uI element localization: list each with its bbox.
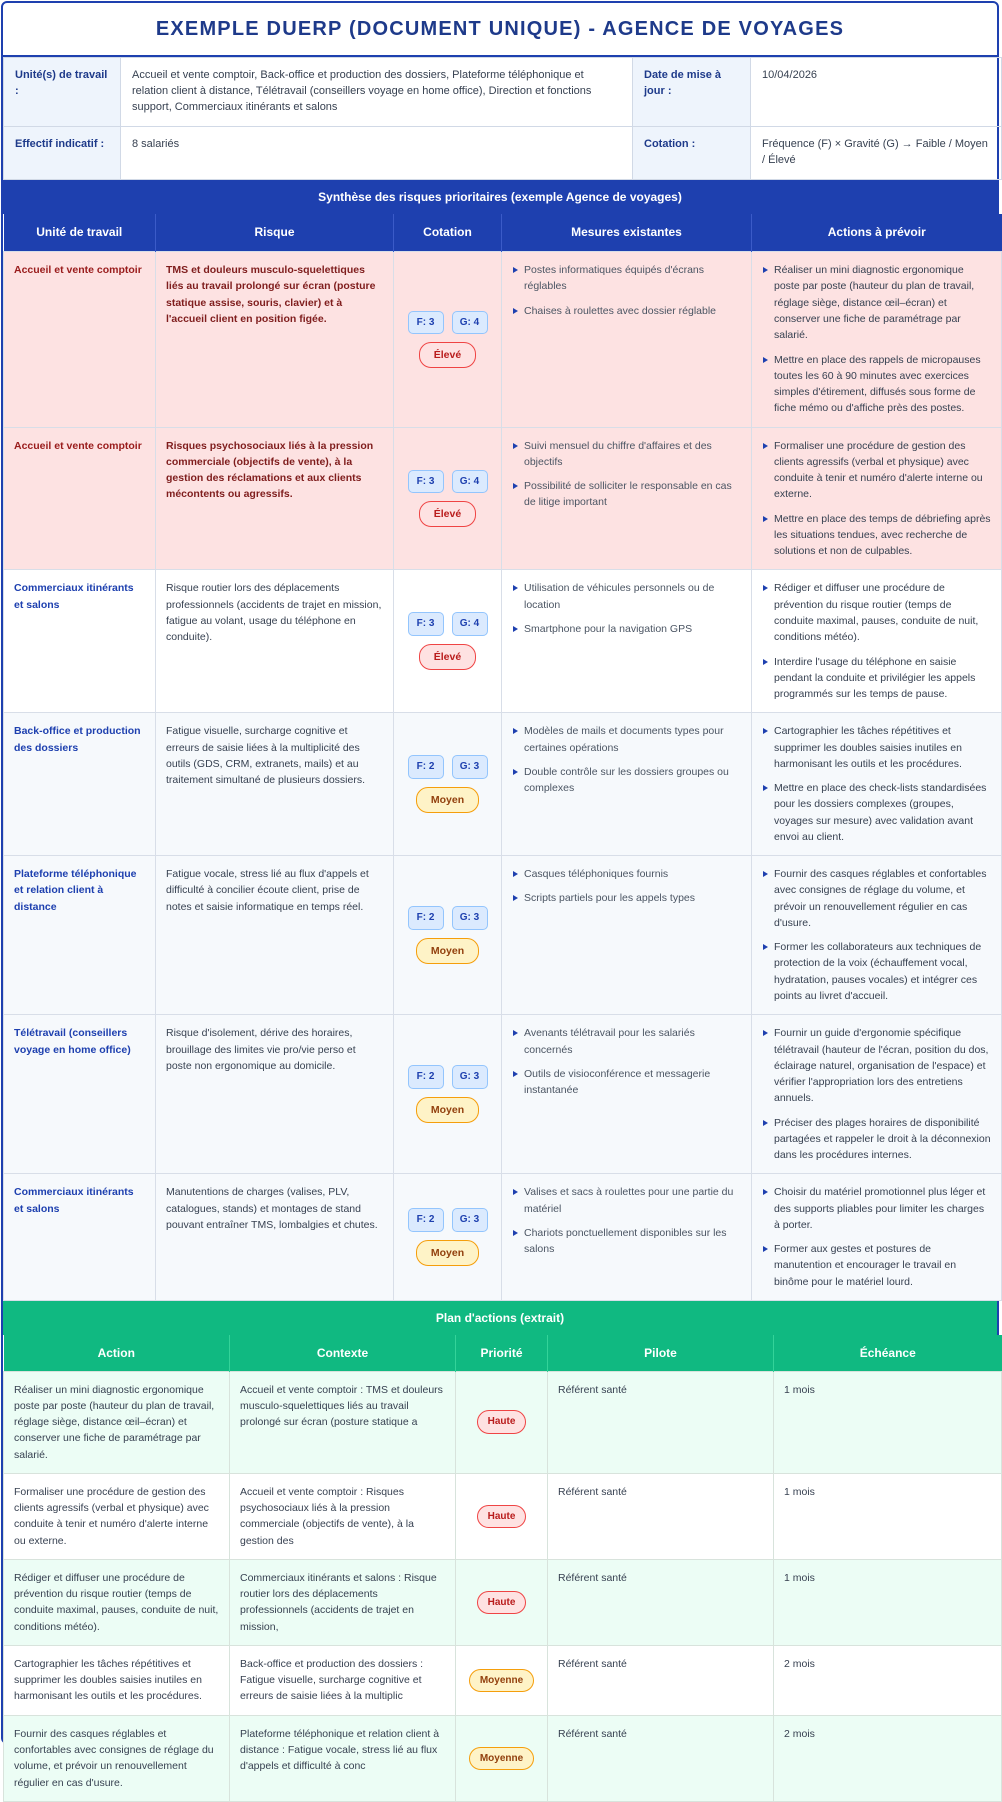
plan-row [4,1559,1002,1645]
plan-deadline: 2 mois [774,1645,1002,1715]
plan-deadline: 1 mois [774,1473,1002,1559]
planned-actions [752,856,1002,1015]
measure-item: Scripts partiels pour les appels types [512,890,741,906]
measure-item: Outils de visioconférence et messagerie instantanée [512,1066,741,1099]
risk-cotation [394,570,502,713]
action-item: Mettre en place des rappels de micropauses toutes les 60 à 90 minutes avec exercices simples d'étirement, diffusés sous forme de fiche mémo ou d'affiche près des postes. [762,352,991,417]
plan-action: Formaliser une procédure de gestion des clients agressifs (verbal et physique) avec conduite à tenir et numéro d'alerte interne ou externe. [4,1473,230,1559]
cotation-label: Cotation : [633,126,751,179]
plan-pilot: Référent santé [548,1645,774,1715]
measure-item: Possibilité de solliciter le responsable en cas de litige important [512,478,741,511]
measure-item: Valises et sacs à roulettes pour une partie du matériel [512,1184,741,1217]
risk-description: Fatigue vocale, stress lié au flux d'appels et difficulté à concilier écoute client, prise de notes et saisie informatique en temps réel. [156,856,394,1015]
action-item: Mettre en place des check-lists standardisées pour les dossiers complexes (groupes, voyages sur mesure) avec validation avant envoi au client. [762,780,991,845]
plan-deadline: 1 mois [774,1371,1002,1473]
existing-measures [502,1174,752,1301]
plan-row [4,1645,1002,1715]
risk-unit: Plateforme téléphonique et relation client à distance [4,856,156,1015]
header-cotation: Cotation [394,214,502,252]
gravity-badge: G: 4 [452,470,488,494]
header-actions: Actions à prévoir [752,214,1002,252]
gravity-badge: G: 4 [452,612,488,636]
gravity-badge: G: 3 [452,906,488,930]
plan-priority [456,1715,548,1801]
risk-description: Risque d'isolement, dérive des horaires, brouillage des limites vie pro/vie perso et poste non ergonomique au domicile. [156,1015,394,1174]
document-title: EXEMPLE DUERP (DOCUMENT UNIQUE) - AGENCE DE VOYAGES [3,3,997,57]
planned-actions [752,1015,1002,1174]
plan-action: Fournir des casques réglables et confortables avec consignes de réglage du volume, et prévoir un renouvellement régulier en cas d'usure. [4,1715,230,1801]
existing-measures [502,713,752,856]
risk-level-badge: Élevé [419,501,476,527]
risk-row [4,1174,1002,1301]
plan-priority [456,1371,548,1473]
plan-action: Réaliser un mini diagnostic ergonomique poste par poste (hauteur du plan de travail, réglage siège, distance œil–écran) et conserver une fiche de paramétrage par salarié. [4,1371,230,1473]
risk-unit: Commerciaux itinérants et salons [4,570,156,713]
risk-cotation [394,252,502,427]
plan-pilot: Référent santé [548,1715,774,1801]
existing-measures [502,1015,752,1174]
existing-measures [502,252,752,427]
risk-table [3,214,1002,1301]
header-risk: Risque [156,214,394,252]
action-item: Rédiger et diffuser une procédure de prévention du risque routier (temps de conduite maximal, pauses, conduite de nuit, conditions météo). [762,580,991,645]
frequency-badge: F: 2 [408,755,444,779]
gravity-badge: G: 4 [452,311,488,335]
header-priority: Priorité [456,1335,548,1371]
planned-actions [752,252,1002,427]
planned-actions [752,1174,1002,1301]
risk-cotation [394,713,502,856]
priority-badge: Moyenne [469,1747,534,1771]
plan-priority [456,1645,548,1715]
planned-actions [752,713,1002,856]
date-value: 10/04/2026 [751,58,1002,127]
risk-row [4,570,1002,713]
plan-row [4,1715,1002,1801]
header-context: Contexte [230,1335,456,1371]
plan-row [4,1371,1002,1473]
existing-measures [502,570,752,713]
plan-header-row [4,1335,1002,1371]
plan-context: Back-office et production des dossiers : Fatigue visuelle, surcharge cognitive et erreurs de saisie liées à la multiplic [230,1645,456,1715]
action-item: Former aux gestes et postures de manutention et encourager le travail en binôme pour le matériel lourd. [762,1241,991,1290]
plan-row [4,1473,1002,1559]
header-action: Action [4,1335,230,1371]
risk-unit: Accueil et vente comptoir [4,427,156,570]
plan-pilot: Référent santé [548,1371,774,1473]
risk-header-row [4,214,1002,252]
plan-deadline: 2 mois [774,1715,1002,1801]
units-value: Accueil et vente comptoir, Back-office et production des dossiers, Plateforme téléphonique et relation client à distance, Télétravail (conseillers voyage en home office), Direction et fonctions support, Commerciaux itinérants et salons [121,58,633,127]
priority-badge: Haute [477,1505,527,1529]
measure-item: Chariots ponctuellement disponibles sur les salons [512,1225,741,1258]
risk-row [4,1015,1002,1174]
action-item: Fournir des casques réglables et confortables avec consignes de réglage du volume, et prévoir un renouvellement régulier en cas d'usure. [762,866,991,931]
plan-priority [456,1559,548,1645]
header-measures: Mesures existantes [502,214,752,252]
risk-description: Manutentions de charges (valises, PLV, catalogues, stands) et montages de stand pouvant entraîner TMS, lombalgies et chutes. [156,1174,394,1301]
planned-actions [752,570,1002,713]
plan-action: Rédiger et diffuser une procédure de prévention du risque routier (temps de conduite maximal, pauses, conduite de nuit, conditions météo). [4,1559,230,1645]
info-row [4,126,1002,179]
existing-measures [502,856,752,1015]
header-deadline: Échéance [774,1335,1002,1371]
gravity-badge: G: 3 [452,755,488,779]
measure-item: Double contrôle sur les dossiers groupes ou complexes [512,764,741,797]
risk-level-badge: Moyen [416,787,479,813]
risk-row [4,856,1002,1015]
risk-description: Risques psychosociaux liés à la pression commerciale (objectifs de vente), à la gestion des réclamations et aux clients mécontents ou agressifs. [156,427,394,570]
risk-cotation [394,1174,502,1301]
frequency-badge: F: 2 [408,906,444,930]
info-table [3,57,1002,180]
risk-level-badge: Moyen [416,1240,479,1266]
risk-level-badge: Élevé [419,644,476,670]
measure-item: Casques téléphoniques fournis [512,866,741,882]
measure-item: Utilisation de véhicules personnels ou de location [512,580,741,613]
risk-description: TMS et douleurs musculo-squelettiques liés au travail prolongé sur écran (posture statique assise, souris, clavier) et à l'accueil client en position figée. [156,252,394,427]
priority-badge: Haute [477,1591,527,1615]
frequency-badge: F: 2 [408,1065,444,1089]
date-label: Date de mise à jour : [633,58,751,127]
plan-context: Plateforme téléphonique et relation client à distance : Fatigue vocale, stress lié au flux d'appels et difficulté à conc [230,1715,456,1801]
action-item: Choisir du matériel promotionnel plus léger et des supports pliables pour limiter les charges à porter. [762,1184,991,1233]
action-item: Réaliser un mini diagnostic ergonomique poste par poste (hauteur du plan de travail, réglage siège, distance œil–écran) et conserver une fiche de paramétrage par salarié. [762,262,991,343]
header-pilot: Pilote [548,1335,774,1371]
action-item: Former les collaborateurs aux techniques de protection de la voix (échauffement vocal, hydratation, pauses vocales) et intégrer ces points au livret d'accueil. [762,939,991,1004]
risk-description: Fatigue visuelle, surcharge cognitive et erreurs de saisie liées à la multiplicité des outils (GDS, CRM, extranets, mails) et au traitement simultané de plusieurs dossiers. [156,713,394,856]
risk-level-badge: Moyen [416,938,479,964]
action-plan-table [3,1335,1002,1802]
priority-badge: Haute [477,1410,527,1434]
risk-cotation [394,427,502,570]
action-item: Formaliser une procédure de gestion des clients agressifs (verbal et physique) avec conduite à tenir et numéro d'alerte interne ou externe. [762,438,991,503]
frequency-badge: F: 3 [408,612,444,636]
action-item: Interdire l'usage du téléphone en saisie pendant la conduite et privilégier les appels programmés sur les temps de pause. [762,654,991,703]
measure-item: Smartphone pour la navigation GPS [512,621,741,637]
risk-level-badge: Moyen [416,1097,479,1123]
staff-label: Effectif indicatif : [4,126,121,179]
risks-section-title: Synthèse des risques prioritaires (exemple Agence de voyages) [3,180,997,214]
risk-unit: Back-office et production des dossiers [4,713,156,856]
frequency-badge: F: 2 [408,1208,444,1232]
measure-item: Postes informatiques équipés d'écrans réglables [512,262,741,295]
header-unit: Unité de travail [4,214,156,252]
duerp-document [1,1,999,1789]
plan-context: Accueil et vente comptoir : Risques psychosociaux liés à la pression commerciale (objectifs de vente), à la gestion des [230,1473,456,1559]
risk-unit: Commerciaux itinérants et salons [4,1174,156,1301]
staff-value: 8 salariés [121,126,633,179]
risk-row [4,427,1002,570]
risk-description: Risque routier lors des déplacements professionnels (accidents de trajet en mission, fatigue au volant, usage du téléphone en conduite). [156,570,394,713]
plan-pilot: Référent santé [548,1559,774,1645]
frequency-badge: F: 3 [408,311,444,335]
gravity-badge: G: 3 [452,1208,488,1232]
priority-badge: Moyenne [469,1669,534,1693]
risk-cotation [394,1015,502,1174]
measure-item: Modèles de mails et documents types pour certaines opérations [512,723,741,756]
plan-pilot: Référent santé [548,1473,774,1559]
gravity-badge: G: 3 [452,1065,488,1089]
action-item: Préciser des plages horaires de disponibilité partagées et rappeler le droit à la déconnexion dans les procédures internes. [762,1115,991,1164]
risk-level-badge: Élevé [419,342,476,368]
action-item: Cartographier les tâches répétitives et supprimer les doubles saisies inutiles en harmonisant les outils et les procédures. [762,723,991,772]
planned-actions [752,427,1002,570]
plan-deadline: 1 mois [774,1559,1002,1645]
risk-unit: Télétravail (conseillers voyage en home office) [4,1015,156,1174]
risk-row [4,713,1002,856]
existing-measures [502,427,752,570]
frequency-badge: F: 3 [408,470,444,494]
units-label: Unité(s) de travail : [4,58,121,127]
plan-priority [456,1473,548,1559]
risk-unit: Accueil et vente comptoir [4,252,156,427]
measure-item: Avenants télétravail pour les salariés concernés [512,1025,741,1058]
risk-row [4,252,1002,427]
action-item: Fournir un guide d'ergonomie spécifique télétravail (hauteur de l'écran, position du dos, éclairage naturel, organisation de l'espace) et vérifier l'appropriation lors des entretiens annuels. [762,1025,991,1106]
plan-context: Accueil et vente comptoir : TMS et douleurs musculo-squelettiques liés au travail prolongé sur écran (posture statique a [230,1371,456,1473]
info-row [4,58,1002,127]
plan-section-title: Plan d'actions (extrait) [3,1301,997,1335]
plan-context: Commerciaux itinérants et salons : Risque routier lors des déplacements professionnels (accidents de trajet en mission, [230,1559,456,1645]
cotation-value: Fréquence (F) × Gravité (G) → Faible / Moyen / Élevé [751,126,1002,179]
plan-action: Cartographier les tâches répétitives et supprimer les doubles saisies inutiles en harmonisant les outils et les procédures. [4,1645,230,1715]
action-item: Mettre en place des temps de débriefing après les situations tendues, avec recherche de solutions et non de culpables. [762,511,991,560]
risk-cotation [394,856,502,1015]
measure-item: Suivi mensuel du chiffre d'affaires et des objectifs [512,438,741,471]
measure-item: Chaises à roulettes avec dossier réglable [512,303,741,319]
